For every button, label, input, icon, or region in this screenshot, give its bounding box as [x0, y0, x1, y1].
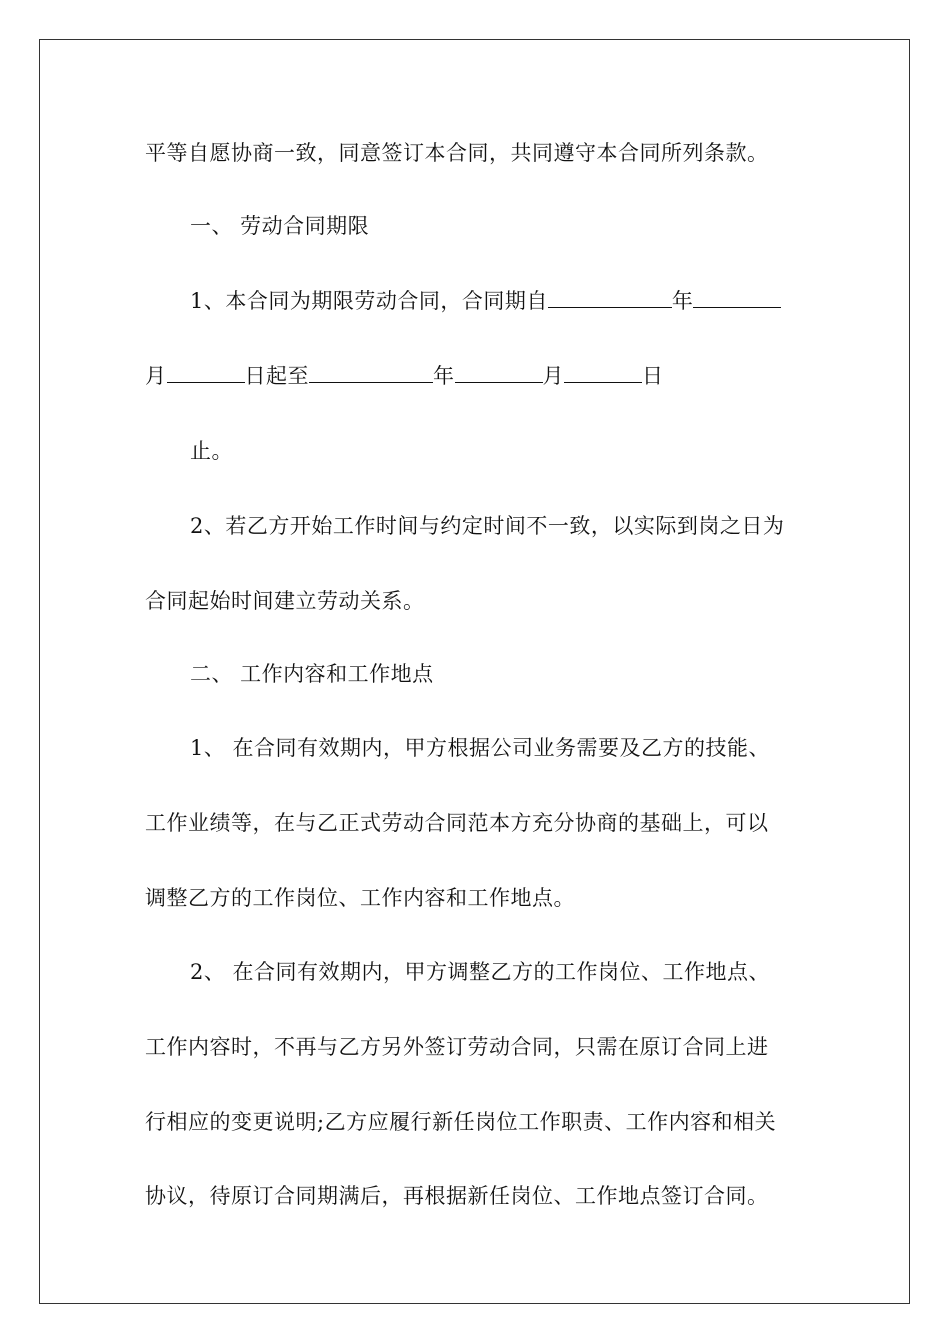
text-line-change-clause-2: 工作内容时，不再与乙方另外签订劳动合同，只需在原订合同上进 [145, 1035, 769, 1059]
text-line-contract-period [190, 287, 781, 315]
text-line-1: 平等自愿协商一致，同意签订本合同，共同遵守本合同所列条款。 [145, 141, 769, 165]
blank-end-month[interactable] [455, 362, 543, 383]
unit-month-label-2: 月 [542, 364, 564, 388]
unit-day-label: 日 [642, 364, 664, 388]
blank-start-month-prefix[interactable] [693, 287, 781, 308]
text-line-until: 止。 [190, 439, 233, 463]
unit-month-label: 月 [145, 364, 167, 388]
blank-end-year[interactable] [309, 362, 433, 383]
text-line-change-clause-4: 协议，待原订合同期满后，再根据新任岗位、工作地点签订合同。 [145, 1184, 769, 1208]
text-line-adjustment-clause-3: 调整乙方的工作岗位、工作内容和工作地点。 [145, 886, 575, 910]
text-line-change-clause-1: 2、 在合同有效期内，甲方调整乙方的工作岗位、工作地点、 [190, 960, 771, 984]
unit-year-label-2: 年 [433, 364, 455, 388]
day-from-label: 日起至 [244, 364, 309, 388]
text-line-change-clause-3: 行相应的变更说明;乙方应履行新任岗位工作职责、工作内容和相关 [145, 1110, 777, 1134]
blank-end-day[interactable] [564, 362, 642, 383]
section-heading-contract-term: 一、 劳动合同期限 [190, 214, 370, 238]
blank-start-day[interactable] [167, 362, 245, 383]
section-heading-work-content: 二、 工作内容和工作地点 [190, 662, 434, 686]
unit-year-label: 年 [671, 289, 694, 313]
contract-period-label: 1、本合同为期限劳动合同，合同期自 [190, 289, 548, 313]
text-line-adjustment-clause-2: 工作业绩等，在与乙正式劳动合同范本方充分协商的基础上，可以 [145, 811, 769, 835]
text-line-start-date-clause: 2、若乙方开始工作时间与约定时间不一致，以实际到岗之日为 [190, 514, 785, 538]
text-line-contract-dates [145, 362, 664, 390]
text-line-adjustment-clause-1: 1、 在合同有效期内，甲方根据公司业务需要及乙方的技能、 [190, 736, 771, 760]
text-line-labor-relation: 合同起始时间建立劳动关系。 [145, 589, 425, 613]
blank-start-year[interactable] [548, 287, 672, 308]
